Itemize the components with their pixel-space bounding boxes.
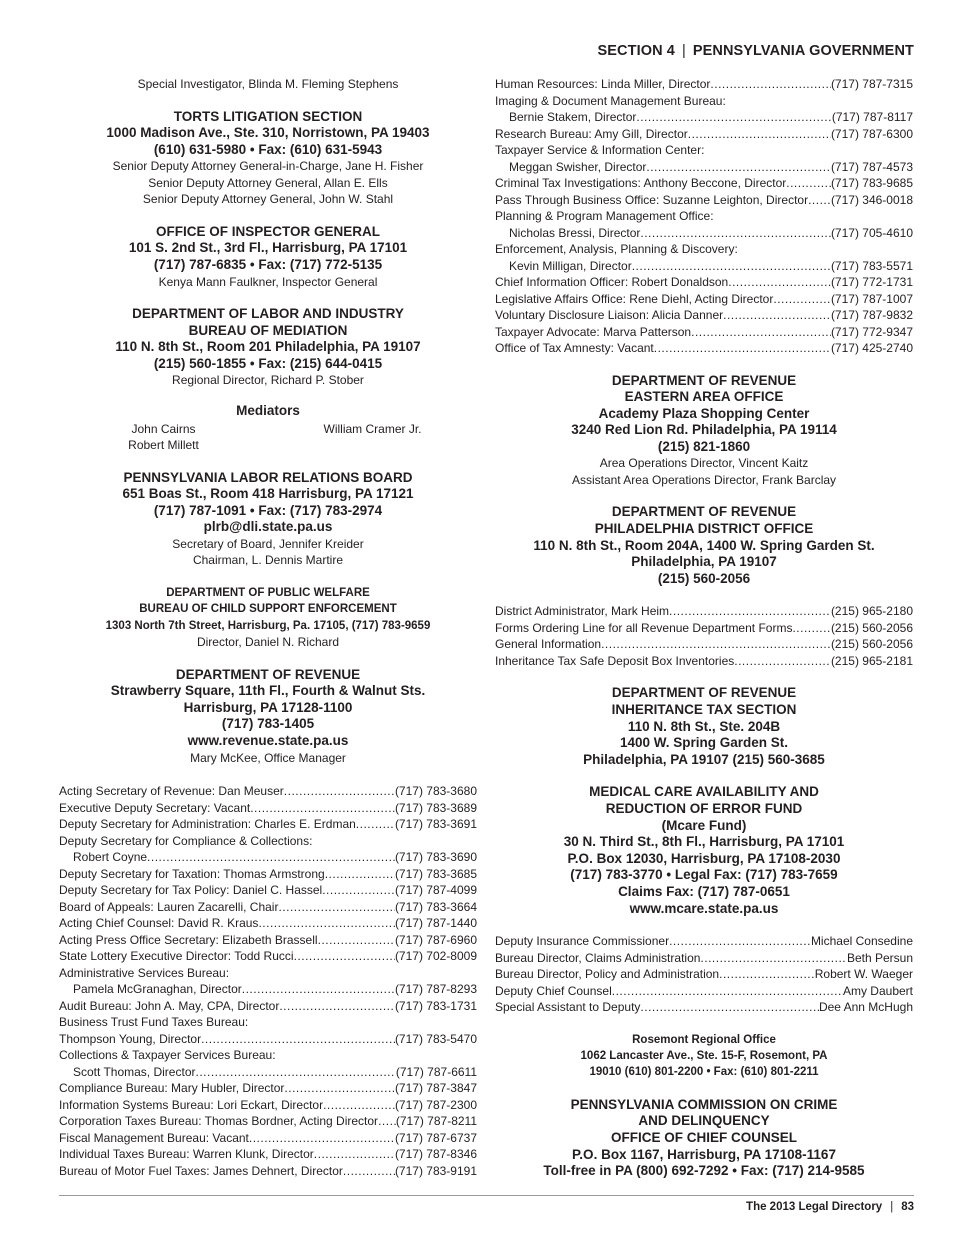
listing-label: Enforcement, Analysis, Planning & Discovery:: [495, 242, 738, 256]
listing-value: (717) 787-4099: [394, 883, 477, 898]
listing-value: (717) 787-1440: [394, 916, 477, 931]
mediator-name: William Cramer Jr.: [323, 421, 422, 436]
listing-value: Beth Persun: [846, 950, 913, 965]
dot-leader: [318, 932, 395, 949]
address: 651 Boas St., Room 418 Harrisburg, PA 17121: [122, 486, 414, 502]
address: Strawberry Square, 11th Fl., Fourth & Walnut Sts.: [110, 683, 426, 699]
dot-leader: [278, 899, 394, 916]
listing-label: Deputy Secretary for Taxation: Thomas Armstrong: [59, 866, 325, 881]
dot-leader: [601, 636, 831, 653]
listing-row: [59, 816, 477, 833]
listing-value: (215) 965-2181: [830, 653, 913, 668]
listing-row: [495, 109, 913, 126]
section-subtitle: PHILADELPHIA DISTRICT OFFICE: [594, 521, 814, 537]
listing-label: Scott Thomas, Director: [73, 1064, 196, 1079]
listing-value: (717) 783-9191: [394, 1163, 477, 1178]
dot-leader: [242, 981, 395, 998]
listing-value: (717) 783-3689: [394, 800, 477, 815]
section-subtitle: OFFICE OF CHIEF COUNSEL: [610, 1130, 797, 1146]
listing-label: Human Resources: Linda Miller, Director: [495, 77, 711, 91]
listing-row: [495, 274, 913, 291]
listing-value: (717) 783-3664: [394, 899, 477, 914]
listing-label: Audit Bureau: John A. May, CPA, Director: [59, 998, 280, 1013]
listing-value: (717) 787-9832: [830, 308, 913, 322]
revenue-listings: [59, 783, 477, 1179]
phone: (717) 787-6835 • Fax: (717) 772-5135: [153, 256, 383, 272]
listing-label: Forms Ordering Line for all Revenue Department Forms: [495, 620, 793, 635]
staff-line: Senior Deputy Attorney General, Allan E. Ells: [148, 175, 388, 190]
listing-row: [495, 76, 913, 93]
listing-value: (717) 783-5571: [830, 258, 913, 273]
listing-label: Compliance Bureau: Mary Hubler, Director: [59, 1081, 285, 1096]
listing-label: Planning & Program Management Office:: [495, 209, 714, 223]
listing-value: (717) 787-1007: [830, 291, 913, 306]
listing-value: (717) 787-4573: [830, 159, 913, 174]
dot-leader: [250, 800, 395, 817]
address: 110 N. 8th St., Ste. 204B: [627, 718, 781, 734]
dot-leader: [201, 1031, 395, 1048]
dot-leader: [773, 291, 831, 308]
listing-row: [59, 1047, 477, 1064]
listing-row: [59, 932, 477, 949]
listing-label: District Administrator, Mark Heim: [495, 604, 670, 619]
listing-label: Kevin Milligan, Director: [509, 258, 632, 273]
listing-row: [495, 142, 913, 159]
email-link[interactable]: plrb@dli.state.pa.us: [203, 519, 333, 535]
listing-value: (717) 787-6611: [395, 1064, 477, 1079]
dot-leader: [632, 258, 831, 275]
page-number: 83: [901, 1201, 914, 1213]
listing-label: Pamela McGranaghan, Director: [73, 982, 242, 997]
staff-line: Regional Director, Richard P. Stober: [172, 373, 364, 388]
listing-label: Bureau of Motor Fuel Taxes: James Dehnert, Director: [59, 1163, 343, 1178]
listing-row: [59, 1080, 477, 1097]
listing-row: [495, 258, 913, 275]
website-link[interactable]: www.revenue.state.pa.us: [187, 733, 349, 748]
listing-row: [495, 175, 913, 192]
listing-value: (717) 787-6960: [394, 932, 477, 947]
address: P.O. Box 12030, Harrisburg, PA 17108-2030: [567, 850, 841, 866]
listing-label: Acting Secretary of Revenue: Dan Meuser: [59, 784, 284, 799]
listing-value: (717) 783-5470: [394, 1031, 477, 1046]
address: 1062 Lancaster Ave., Ste. 15-F, Rosemont, PA: [580, 1050, 828, 1063]
section-title: DEPARTMENT OF REVENUE: [611, 685, 797, 701]
staff-line: Secretary of Board, Jennifer Kreider: [172, 536, 364, 551]
listing-label: Collections & Taxpayer Services Bureau:: [59, 1048, 276, 1063]
website-link[interactable]: www.mcare.state.pa.us: [629, 900, 779, 916]
listing-row: [59, 849, 477, 866]
listing-row: [495, 950, 913, 967]
left-column: [59, 76, 477, 1179]
listing-row: [59, 981, 477, 998]
listing-label: Board of Appeals: Lauren Zacarelli, Chair: [59, 899, 279, 914]
listing-label: Research Bureau: Amy Gill, Director: [495, 126, 688, 141]
running-header: [598, 43, 915, 59]
address: Harrisburg, PA 17128-1100: [183, 699, 353, 715]
listing-value: (717) 783-3690: [394, 850, 477, 865]
section-title: MEDICAL CARE AVAILABILITY AND: [589, 784, 819, 800]
listing-row: [495, 999, 913, 1016]
dot-leader: [723, 307, 831, 324]
inspector-general-section: [59, 224, 477, 290]
listing-label: Deputy Secretary for Tax Policy: Daniel C. Hassel: [59, 883, 323, 898]
section-label: SECTION 4: [597, 43, 675, 59]
listing-value: (717) 787-8117: [831, 110, 913, 124]
listing-row: [59, 1064, 477, 1081]
listing-label: Office of Tax Amnesty: Vacant: [495, 341, 654, 355]
child-support-section: [59, 585, 477, 651]
listing-row: [59, 965, 477, 982]
listing-label: Deputy Secretary for Administration: Charles E. Erdman: [59, 817, 356, 832]
listing-row: [59, 948, 477, 965]
address: P.O. Box 1167, Harrisburg, PA 17108-1167: [572, 1146, 836, 1162]
listing-value: Dee Ann McHugh: [818, 1000, 913, 1015]
header-separator: |: [681, 43, 686, 59]
section-title: DEPARTMENT OF REVENUE: [611, 372, 797, 388]
listing-label: Imaging & Document Management Bureau:: [495, 93, 726, 108]
listing-row: [495, 307, 913, 324]
listing-row: [59, 783, 477, 800]
section-subtitle: (Mcare Fund): [661, 817, 747, 833]
section-title: TORTS LITIGATION SECTION: [173, 108, 363, 124]
listing-label: Robert Coyne: [73, 850, 148, 865]
plrb-section: [59, 470, 477, 569]
listing-value: (717) 783-3680: [394, 784, 477, 799]
listing-label: State Lottery Executive Director: Todd Rucci: [59, 949, 294, 964]
address: 1303 North 7th Street, Harrisburg, Pa. 17105, (717) 783-9659: [105, 619, 431, 632]
listing-row: [59, 882, 477, 899]
listing-label: Deputy Insurance Commissioner: [495, 934, 670, 949]
philadelphia-listings: [495, 603, 913, 669]
dot-leader: [325, 866, 395, 883]
listing-row: [59, 998, 477, 1015]
dot-leader: [710, 76, 831, 93]
dot-leader: [669, 933, 811, 950]
listing-label: Business Trust Fund Taxes Bureau:: [59, 1015, 249, 1030]
dot-leader: [378, 1113, 396, 1130]
staff-line: Senior Deputy Attorney General-in-Charge, Jane H. Fisher: [112, 159, 424, 174]
revenue-section: [59, 667, 477, 766]
dot-leader: [612, 983, 843, 1000]
address: 1400 W. Spring Garden St.: [619, 735, 789, 751]
address: Academy Plaza Shopping Center: [598, 405, 810, 421]
listing-value: (717) 787-8293: [394, 982, 477, 997]
address: 110 N. 8th St., Room 204A, 1400 W. Spring Garden St.: [533, 537, 875, 553]
listing-label: Executive Deputy Secretary: Vacant: [59, 800, 251, 815]
rosemont-section: [495, 1032, 913, 1081]
publication-title: The 2013 Legal Directory: [746, 1201, 883, 1213]
phone: Toll-free in PA (800) 692-7292 • Fax: (717) 214-9585: [543, 1163, 865, 1179]
page-footer: [746, 1201, 914, 1213]
address: 110 N. 8th St., Room 201 Philadelphia, PA 19107: [115, 339, 421, 355]
listing-row: [59, 1031, 477, 1048]
listing-value: (717) 425-2740: [830, 341, 913, 355]
staff-line: Kenya Mann Faulkner, Inspector General: [158, 274, 378, 289]
listing-value: (717) 783-3685: [394, 866, 477, 881]
dot-leader: [636, 109, 831, 126]
listing-value: Michael Consedine: [810, 934, 913, 949]
listing-row: [59, 1113, 477, 1130]
dot-leader: [640, 999, 819, 1016]
listing-label: Bureau Director, Claims Administration: [495, 950, 701, 965]
listing-label: Acting Press Office Secretary: Elizabeth Brassell: [59, 932, 318, 947]
address: Philadelphia, PA 19107: [631, 554, 777, 570]
listing-label: Administrative Services Bureau:: [59, 965, 230, 980]
dot-leader: [654, 340, 831, 357]
labor-mediation-section: [59, 306, 477, 453]
fax: Claims Fax: (717) 787-0651: [618, 883, 790, 899]
dot-leader: [279, 998, 395, 1015]
listing-label: Bernie Stakem, Director: [509, 110, 637, 124]
listing-row: [495, 340, 913, 357]
dot-leader: [322, 882, 395, 899]
listing-value: (717) 783-9685: [830, 176, 913, 190]
listing-label: Taxpayer Advocate: Marva Patterson: [495, 324, 692, 339]
listing-label: Taxpayer Service & Information Center:: [495, 143, 705, 157]
listing-value: (215) 560-2056: [830, 620, 913, 635]
dot-leader: [195, 1064, 395, 1081]
dot-leader: [700, 950, 847, 967]
listing-row: [495, 603, 913, 620]
dot-leader: [249, 1130, 395, 1147]
listing-row: [59, 1163, 477, 1180]
listing-row: [59, 1130, 477, 1147]
listing-value: (215) 560-2056: [830, 637, 913, 652]
listing-label: Criminal Tax Investigations: Anthony Beccone, Director: [495, 176, 787, 190]
staff-line: Chairman, L. Dennis Martire: [192, 553, 344, 568]
listing-value: (717) 787-6737: [394, 1130, 477, 1145]
listing-row: [495, 126, 913, 143]
inheritance-tax-section: [495, 685, 913, 768]
listing-label: Bureau Director, Policy and Administration: [495, 967, 720, 982]
listing-value: (717) 787-6300: [830, 126, 913, 141]
listing-label: Nicholas Bressi, Director: [509, 225, 641, 240]
dot-leader: [294, 948, 395, 965]
section-subtitle: INHERITANCE TAX SECTION: [611, 702, 797, 718]
listing-value: (717) 787-7315: [830, 77, 913, 91]
phone: (215) 821-1860: [657, 438, 751, 454]
dot-leader: [314, 1146, 395, 1163]
listing-label: Inheritance Tax Safe Deposit Box Inventories: [495, 653, 735, 668]
special-investigator: Special Investigator, Blinda M. Fleming Stephens: [137, 77, 399, 91]
footer-separator: |: [890, 1201, 894, 1213]
address: 3240 Red Lion Rd. Philadelphia, PA 19114: [571, 422, 837, 438]
section-title: Rosemont Regional Office: [632, 1033, 776, 1046]
listing-value: (717) 772-1731: [830, 275, 913, 289]
section-title: PENNSYLVANIA COMMISSION ON CRIME: [570, 1096, 838, 1112]
address: 30 N. Third St., 8th Fl., Harrisburg, PA 17101: [563, 834, 845, 850]
listing-value: (717) 772-9347: [830, 324, 913, 339]
listing-row: [495, 933, 913, 950]
listing-value: Amy Daubert: [842, 983, 913, 998]
section-title: PENNSYLVANIA GOVERNMENT: [692, 43, 914, 59]
listing-value: (717) 787-3847: [394, 1081, 477, 1096]
section-title: DEPARTMENT OF REVENUE: [611, 504, 797, 520]
listing-value: (717) 346-0018: [830, 192, 913, 207]
listing-row: [495, 983, 913, 1000]
section-title: REDUCTION OF ERROR FUND: [605, 801, 803, 816]
mcare-section: [495, 784, 913, 917]
listing-label: Deputy Chief Counsel: [495, 983, 612, 998]
listing-label: Corporation Taxes Bureau: Thomas Bordner, Acting Director: [59, 1114, 379, 1129]
listing-label: Individual Taxes Bureau: Warren Klunk, Director: [59, 1147, 314, 1162]
address: 101 S. 2nd St., 3rd Fl., Harrisburg, PA 17101: [128, 240, 408, 256]
listing-row: [495, 636, 913, 653]
section-title: DEPARTMENT OF PUBLIC WELFARE: [166, 586, 370, 599]
listing-row: [495, 620, 913, 637]
listing-row: [495, 324, 913, 341]
listing-value: (215) 965-2180: [830, 604, 913, 619]
listing-row: [495, 93, 913, 110]
section-title: DEPARTMENT OF LABOR AND INDUSTRY: [132, 306, 404, 322]
dot-leader: [688, 126, 831, 143]
address: 1000 Madison Ave., Ste. 310, Norristown, PA 19403: [106, 125, 430, 141]
dot-leader: [719, 966, 815, 983]
listing-row: [59, 915, 477, 932]
dot-leader: [356, 816, 395, 833]
section-title: OFFICE OF INSPECTOR GENERAL: [155, 223, 380, 239]
dot-leader: [669, 603, 831, 620]
listing-label: Meggan Swisher, Director: [509, 159, 647, 174]
listing-row: [59, 1097, 477, 1114]
dot-leader: [258, 915, 395, 932]
listing-value: (717) 783-3691: [394, 817, 477, 832]
listing-value: (717) 787-8211: [395, 1114, 477, 1129]
listing-value: (717) 787-8346: [394, 1147, 477, 1162]
listing-row: [495, 208, 913, 225]
listing-label: Pass Through Business Office: Suzanne Leighton, Director: [495, 192, 809, 207]
listing-value: Robert W. Waeger: [814, 967, 913, 982]
section-subtitle: BUREAU OF MEDIATION: [188, 322, 348, 338]
staff-line: Mary McKee, Office Manager: [190, 750, 346, 765]
staff-line: Senior Deputy Attorney General, John W. Stahl: [142, 192, 394, 207]
staff-line: Assistant Area Operations Director, Frank Barclay: [571, 472, 837, 487]
listing-label: Chief Information Officer: Robert Donaldson: [495, 275, 729, 289]
phone: (215) 560-2056: [657, 570, 751, 586]
listing-row: [495, 966, 913, 983]
mediators-list: [59, 421, 477, 454]
right-column: [495, 76, 913, 1180]
listing-row: [59, 1146, 477, 1163]
listing-row: [59, 1014, 477, 1031]
dot-leader: [147, 849, 395, 866]
staff-line: Director, Daniel N. Richard: [196, 635, 340, 650]
listing-label: Fiscal Management Bureau: Vacant: [59, 1130, 249, 1145]
torts-section: [59, 109, 477, 208]
philadelphia-district-section: [495, 504, 913, 587]
listing-label: Information Systems Bureau: Lori Eckart, Director: [59, 1097, 324, 1112]
mediator-name: Robert Millett: [128, 438, 199, 453]
section-subtitle: EASTERN AREA OFFICE: [624, 389, 784, 405]
phone: (717) 787-1091 • Fax: (717) 783-2974: [153, 502, 383, 518]
listing-row: [59, 833, 477, 850]
dot-leader: [691, 324, 831, 341]
dot-leader: [323, 1097, 395, 1114]
staff-line: Area Operations Director, Vincent Kaitz: [599, 456, 809, 471]
listing-row: [495, 653, 913, 670]
phone: (610) 631-5980 • Fax: (610) 631-5943: [153, 141, 383, 157]
listing-value: (717) 787-2300: [394, 1097, 477, 1112]
dot-leader: [786, 175, 831, 192]
listing-row: [59, 866, 477, 883]
listing-value: (717) 783-1731: [394, 998, 477, 1013]
section-title: DEPARTMENT OF REVENUE: [175, 666, 361, 682]
crime-commission-section: [495, 1097, 913, 1180]
section-subtitle: BUREAU OF CHILD SUPPORT ENFORCEMENT: [139, 603, 397, 616]
address: Philadelphia, PA 19107 (215) 560-3685: [583, 751, 825, 767]
phone: (215) 560-1855 • Fax: (215) 644-0415: [153, 355, 383, 371]
phone: 19010 (610) 801-2200 • Fax: (610) 801-2211: [589, 1066, 819, 1079]
listing-label: General Information: [495, 637, 602, 652]
mcare-listings: [495, 933, 913, 1016]
dot-leader: [808, 192, 831, 209]
section-title: PENNSYLVANIA LABOR RELATIONS BOARD: [123, 469, 413, 485]
phone: (717) 783-1405: [221, 716, 315, 732]
listing-value: (717) 705-4610: [830, 225, 913, 240]
listing-label: Special Assistant to Deputy: [495, 1000, 641, 1015]
listing-row: [495, 192, 913, 209]
listing-row: [495, 241, 913, 258]
listing-row: [495, 225, 913, 242]
listing-row: [59, 899, 477, 916]
revenue-listings-continued: [495, 76, 913, 357]
listing-label: Deputy Secretary for Compliance & Collections:: [59, 833, 313, 848]
dot-leader: [284, 783, 395, 800]
footer-divider: [59, 1195, 914, 1196]
listing-row: [495, 291, 913, 308]
dot-leader: [343, 1163, 395, 1180]
listing-label: Voluntary Disclosure Liaison: Alicia Danner: [495, 308, 724, 322]
eastern-area-section: [495, 373, 913, 489]
dot-leader: [734, 653, 831, 670]
listing-label: Thompson Young, Director: [59, 1031, 202, 1046]
listing-label: Acting Chief Counsel: David R. Kraus: [59, 916, 259, 931]
dot-leader: [640, 225, 831, 242]
mediators-heading: Mediators: [236, 402, 300, 418]
listing-row: [59, 800, 477, 817]
phone: (717) 783-3770 • Legal Fax: (717) 783-7659: [570, 867, 838, 883]
listing-row: [495, 159, 913, 176]
section-title: AND DELINQUENCY: [638, 1113, 770, 1129]
dot-leader: [728, 274, 831, 291]
dot-leader: [284, 1080, 395, 1097]
dot-leader: [792, 620, 830, 637]
dot-leader: [646, 159, 831, 176]
mediator-name: John Cairns: [131, 421, 196, 436]
listing-value: (717) 702-8009: [394, 949, 477, 964]
listing-label: Legislative Affairs Office: Rene Diehl, Acting Director: [495, 291, 774, 306]
